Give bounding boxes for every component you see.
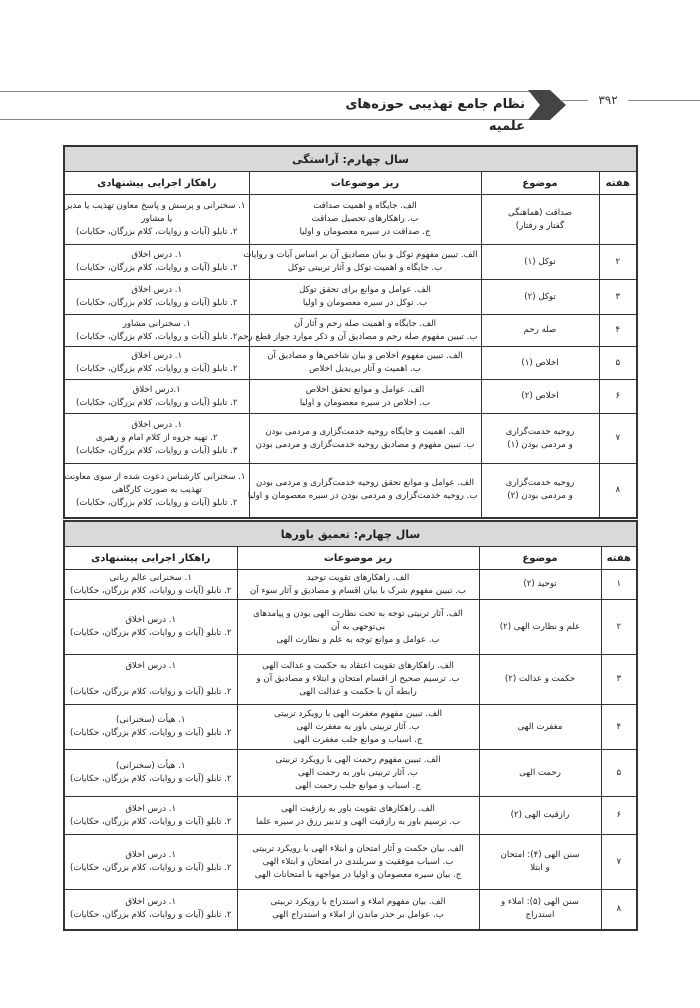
cell-line: الف. راهکارهای تقویت توحید xyxy=(306,572,410,583)
week-cell: ۴ xyxy=(601,705,637,750)
cell-line: ۱. درس اخلاق xyxy=(131,420,183,430)
table-row xyxy=(64,890,637,930)
header-rule-top xyxy=(0,91,535,92)
cell-line: الف. عوامل و موانع تحقق اخلاص xyxy=(305,384,425,395)
topic-cell xyxy=(479,835,601,890)
cell-line: الف. جایگاه و اهمیت صله رحم و آثار آن xyxy=(293,318,437,329)
chevron-ornament-icon xyxy=(528,90,566,120)
cell-line: روحیه خدمت‌گزاری xyxy=(505,478,575,489)
cell-line: ب. عوامل و موانع توجه به علم و نظارت الهی xyxy=(276,634,440,645)
cell-line: ب. تبیین مفهوم صله رحم و مصادیق آن و ذکر موارد جواز قطع رحم xyxy=(237,331,478,342)
solutions-cell xyxy=(64,245,249,280)
cell-line: ب. اسباب موفقیت و سربلندی در امتحان و ابتلاء الهی xyxy=(262,856,454,867)
week-cell: ۸ xyxy=(599,464,637,518)
cell-line: گفتار و رفتار) xyxy=(515,220,565,231)
cell-line: علم و نظارت الهی (۲) xyxy=(499,621,581,632)
solutions-cell xyxy=(64,195,249,245)
week-cell: ۱ xyxy=(601,570,637,600)
cell-line: ۲. تابلو (آیات و روایات، کلام بزرگان، حکایات) xyxy=(76,497,238,508)
cell-line: ۲. تابلو (آیات و روایات، کلام بزرگان، حکایات) xyxy=(70,585,232,596)
table-row xyxy=(64,315,637,347)
table-row xyxy=(64,600,637,655)
week-cell: ۶ xyxy=(599,380,637,414)
cell-line: و مردمی بودن (۱) xyxy=(507,439,573,450)
cell-line: الف. بیان حکمت و آثار امتحان و ابتلاء الهی با رویکرد تربیتی xyxy=(252,843,464,854)
cell-line: سنن الهی (۵): املاء و xyxy=(501,897,579,908)
cell-line: بی‌توجهی به آن xyxy=(331,621,385,632)
running-header-title: نظام جامع تهذیبی حوزه‌های علمیه xyxy=(345,97,525,134)
solutions-cell xyxy=(64,655,237,705)
cell-line: ۲. تابلو (آیات و روایات، کلام بزرگان، حکایات) xyxy=(70,816,232,827)
table-row xyxy=(64,280,637,315)
cell-line: توکل (۱) xyxy=(524,256,556,267)
subtopics-cell xyxy=(249,414,481,464)
cell-line: تهذیب به صورت کارگاهی xyxy=(111,484,202,495)
cell-line: ۱. سخنرانی مشاور xyxy=(122,318,191,329)
cell-line: سنن الهی (۴): امتحان xyxy=(500,850,580,860)
cell-line: ۱. درس اخلاق xyxy=(125,661,177,671)
cell-line: ۲. تابلو (آیات و روایات، کلام بزرگان، حکایات) xyxy=(76,397,238,408)
table-row xyxy=(64,750,637,797)
cell-line: استدراج xyxy=(525,910,555,921)
column-header: ریز موضوعات xyxy=(249,172,481,195)
column-header: راهکار اجرایی پیشنهادی xyxy=(64,547,237,570)
table-row xyxy=(64,195,637,245)
table-row xyxy=(64,655,637,705)
cell-line: ب. آثار تربیتی باور به مغفرت الهی xyxy=(296,721,420,732)
cell-line: ۱. درس اخلاق xyxy=(131,285,183,295)
solutions-cell xyxy=(64,890,237,930)
table-row xyxy=(64,464,637,518)
cell-line: ۲. تابلو (آیات و روایات، کلام بزرگان، حکایات) xyxy=(76,331,238,342)
cell-line: ۱. درس اخلاق xyxy=(131,351,183,361)
cell-line: ب. ترسیم صحیح از اقسام امتحان و ابتلاء و مصادیق آن و xyxy=(256,674,460,684)
cell-line: الف. آثار تربیتی توجه به تحت نظارت الهی بودن و پیامدهای xyxy=(253,608,463,619)
solutions-cell xyxy=(64,570,237,600)
cell-line: مغفرت الهی xyxy=(517,721,563,732)
cell-line: صداقت (هماهنگی xyxy=(508,207,572,218)
cell-line: ب. آثار تربیتی باور به رحمت الهی xyxy=(298,767,418,778)
cell-line: الف. تبیین مفهوم مغفرت الهی با رویکرد تربیتی xyxy=(273,708,443,719)
cell-line: رحمت الهی xyxy=(519,767,561,778)
cell-line: الف. جایگاه و اهمیت صداقت xyxy=(313,201,417,211)
cell-line: الف. اهمیت و جایگاه روحیه خدمت‌گزاری و مردمی بودن xyxy=(265,426,465,437)
solutions-cell xyxy=(64,705,237,750)
topic-cell xyxy=(481,347,599,380)
cell-line: اخلاص (۲) xyxy=(521,391,559,401)
subtopics-cell xyxy=(237,600,479,655)
subtopics-cell xyxy=(249,347,481,380)
cell-line: ۳. تابلو (آیات و روایات، کلام بزرگان، حکایات) xyxy=(76,446,238,456)
cell-line: الف. راهکارهای تقویت باور به رازقیت الهی xyxy=(281,803,435,814)
subtopics-cell xyxy=(249,195,481,245)
schedule-table-beliefs xyxy=(63,520,638,931)
solutions-cell xyxy=(64,347,249,380)
header-rule-bottom xyxy=(0,119,535,120)
subtopics-cell xyxy=(237,797,479,835)
column-header: موضوع xyxy=(481,172,599,195)
cell-line: توحید (۲) xyxy=(523,579,557,589)
column-header: ریز موضوعات xyxy=(237,547,479,570)
topic-cell xyxy=(479,797,601,835)
cell-line: توکل (۲) xyxy=(524,291,556,302)
table-header-row xyxy=(64,172,637,195)
week-cell xyxy=(599,195,637,245)
subtopics-cell xyxy=(237,570,479,600)
cell-line: رابطه آن با حکمت و عدالت الهی xyxy=(299,687,417,697)
topic-cell xyxy=(481,245,599,280)
cell-line: ۱. سخنرانی کارشناس دعوت شده از سوی معاونت xyxy=(64,471,246,482)
table-row xyxy=(64,245,637,280)
cell-line: ب. راهکارهای تحصیل صداقت xyxy=(311,214,419,224)
column-header: هفته xyxy=(599,172,637,195)
table-caption-row xyxy=(64,521,637,547)
page-number-rule xyxy=(562,100,700,101)
table-row xyxy=(64,380,637,414)
cell-line: و مردمی بودن (۲) xyxy=(507,491,573,502)
cell-line: ۲. تابلو (آیات و روایات، کلام بزرگان، حکایات) xyxy=(76,298,238,308)
cell-line: صله رحم xyxy=(523,325,557,335)
cell-line: ۲. تابلو (آیات و روایات، کلام بزرگان، حکایات) xyxy=(70,774,232,784)
table-row xyxy=(64,705,637,750)
cell-line: یا مشاور xyxy=(141,214,173,224)
cell-line: ۱. درس اخلاق xyxy=(125,897,177,908)
cell-line: ب. تبیین مفهوم شرک با بیان اقسام و مصادیق و آثار سوء آن xyxy=(250,585,466,596)
cell-line: ۱.درس اخلاق xyxy=(132,384,181,395)
cell-line: ب. تبیین مفهوم و مصادیق روحیه خدمت‌گزاری و مردمی بودن xyxy=(255,439,475,450)
week-cell: ۲ xyxy=(601,600,637,655)
week-cell: ۸ xyxy=(601,890,637,930)
topic-cell xyxy=(481,195,599,245)
cell-line: ۱. سخنرانی و پرسش و پاسخ معاون تهذیب یا مدیر xyxy=(65,201,246,211)
week-cell: ۵ xyxy=(599,347,637,380)
subtopics-cell xyxy=(237,890,479,930)
week-cell: ۳ xyxy=(601,655,637,705)
subtopics-cell xyxy=(249,380,481,414)
cell-line: ۲. تابلو (آیات و روایات، کلام بزرگان، حکایات) xyxy=(70,687,232,697)
week-cell: ۷ xyxy=(599,414,637,464)
table-row xyxy=(64,570,637,600)
cell-line: ج. اسباب و موانع جلب رحمت الهی xyxy=(295,780,421,791)
cell-line: ۱. هیأت (سخنرانی) xyxy=(116,761,186,771)
week-cell: ۶ xyxy=(601,797,637,835)
subtopics-cell xyxy=(249,464,481,518)
cell-line: حکمت و عدالت (۲) xyxy=(504,674,576,684)
table-caption-row xyxy=(64,146,637,172)
cell-line: الف. تبیین مفهوم رحمت الهی با رویکرد تربیتی xyxy=(275,754,441,765)
subtopics-cell xyxy=(237,705,479,750)
cell-line: الف. بیان مفهوم املاء و استدراج با رویکرد تربیتی xyxy=(270,897,446,908)
cell-line: ج. اسباب و موانع جلب مغفرت الهی xyxy=(293,734,423,745)
table-header-row xyxy=(64,547,637,570)
week-cell: ۲ xyxy=(599,245,637,280)
cell-line: ۲. تهیه جزوه از کلام امام و رهبری xyxy=(95,433,218,443)
cell-line: ۱. هیأت (سخنرانی) xyxy=(116,715,186,725)
cell-line: ۲. تابلو (آیات و روایات، کلام بزرگان، حکایات) xyxy=(70,728,232,738)
subtopics-cell xyxy=(243,245,481,280)
cell-line: ب. اهمیت و آثار بی‌بدیل اخلاص xyxy=(309,364,421,374)
week-cell: ۳ xyxy=(599,280,637,315)
cell-line: و ابتلا xyxy=(530,863,550,873)
cell-line: ج. بیان سیره معصومان و اولیا در مواجهه با امتحانات الهی xyxy=(254,869,462,880)
subtopics-cell xyxy=(237,750,479,797)
cell-line: ۲. تابلو (آیات و روایات، کلام بزرگان، حکایات) xyxy=(76,364,238,374)
topic-cell xyxy=(479,705,601,750)
topic-cell xyxy=(481,464,599,518)
cell-line: ۱. درس اخلاق xyxy=(125,615,177,625)
cell-line: ب. توکل در سیره معصومان و اولیا xyxy=(302,298,428,308)
cell-line: ۱. درس اخلاق xyxy=(125,803,177,814)
page-number: ۳۹۲ xyxy=(588,92,628,108)
cell-line: ۱. درس اخلاق xyxy=(131,250,183,260)
solutions-cell xyxy=(64,600,237,655)
cell-line: روحیه خدمت‌گزاری xyxy=(505,426,575,437)
topic-cell xyxy=(481,315,599,347)
cell-line: الف. تبیین مفهوم اخلاص و بیان شاخص‌ها و مصادیق آن xyxy=(267,351,463,361)
topic-cell xyxy=(479,750,601,797)
topic-cell xyxy=(481,380,599,414)
cell-line: ۱. درس اخلاق xyxy=(125,850,177,860)
solutions-cell xyxy=(64,797,237,835)
table-caption: سال چهارم: تعمیق باورها xyxy=(64,521,637,547)
week-cell: ۵ xyxy=(601,750,637,797)
cell-line: ۲. تابلو (آیات و روایات، کلام بزرگان، حکایات) xyxy=(70,863,232,873)
cell-line: الف. راهکارهای تقویت اعتقاد به حکمت و عدالت الهی xyxy=(262,661,454,671)
topic-cell xyxy=(479,570,601,600)
cell-line: اخلاص (۱) xyxy=(521,357,559,368)
subtopics-cell xyxy=(237,315,481,347)
cell-line: ج. صداقت در سیره معصومان و اولیا xyxy=(299,227,431,237)
week-cell: ۴ xyxy=(599,315,637,347)
column-header: راهکار اجرایی پیشنهادی xyxy=(64,172,249,195)
subtopics-cell xyxy=(237,835,479,890)
topic-cell xyxy=(479,655,601,705)
cell-line: الف. عوامل و موانع برای تحقق توکل xyxy=(299,285,431,295)
solutions-cell xyxy=(64,835,237,890)
table-caption: سال چهارم: آراستگی xyxy=(64,146,637,172)
solutions-cell xyxy=(64,280,249,315)
topic-cell xyxy=(481,414,599,464)
cell-line xyxy=(68,673,234,686)
solutions-cell xyxy=(64,414,249,464)
cell-line: ۲. تابلو (آیات و روایات، کلام بزرگان، حکایات) xyxy=(76,263,238,273)
topic-cell xyxy=(479,890,601,930)
column-header: هفته xyxy=(601,547,637,570)
solutions-cell xyxy=(64,315,249,347)
schedule-table-adornment xyxy=(63,145,638,519)
subtopics-cell xyxy=(237,655,479,705)
cell-line: ۱. سخنرانی عالم ربانی xyxy=(109,572,192,583)
week-cell: ۷ xyxy=(601,835,637,890)
cell-line: ب. اخلاص در سیره معصومان و اولیا xyxy=(299,397,431,408)
topic-cell xyxy=(481,280,599,315)
cell-line: ب. عوامل بر حذر ماندن از املاء و استدراج الهی xyxy=(272,910,444,921)
solutions-cell xyxy=(64,464,249,518)
topic-cell xyxy=(479,600,601,655)
table-row xyxy=(64,414,637,464)
cell-line: رازقیت الهی (۲) xyxy=(510,810,570,820)
subtopics-cell xyxy=(249,280,481,315)
cell-line: ۲. تابلو (آیات و روایات، کلام بزرگان، حکایات) xyxy=(70,910,232,921)
cell-line: الف. تبیین مفهوم توکل و بیان مصادیق آن بر اساس آیات و روایات xyxy=(243,250,478,260)
column-header: موضوع xyxy=(479,547,601,570)
solutions-cell xyxy=(64,380,249,414)
table-row xyxy=(64,835,637,890)
cell-line: ب. ترسیم باور به رازقیت الهی و تدبیر رزق در سیره علما xyxy=(255,816,461,827)
table-row xyxy=(64,797,637,835)
cell-line: ب. جایگاه و اهمیت توکل و آثار تربیتی توکل xyxy=(287,263,443,273)
table-row xyxy=(64,347,637,380)
cell-line: ۲. تابلو (آیات و روایات، کلام بزرگان، حکایات) xyxy=(70,628,232,638)
solutions-cell xyxy=(64,750,237,797)
cell-line: ۲. تابلو (آیات و روایات، کلام بزرگان، حکایات) xyxy=(76,227,238,237)
cell-line: ب. روحیه خدمت‌گزاری و مردمی بودن در سیره معصومان و اولیا xyxy=(247,491,478,502)
cell-line: الف. عوامل و موانع تحقق روحیه خدمت‌گزاری و مردمی بودن xyxy=(255,478,475,489)
